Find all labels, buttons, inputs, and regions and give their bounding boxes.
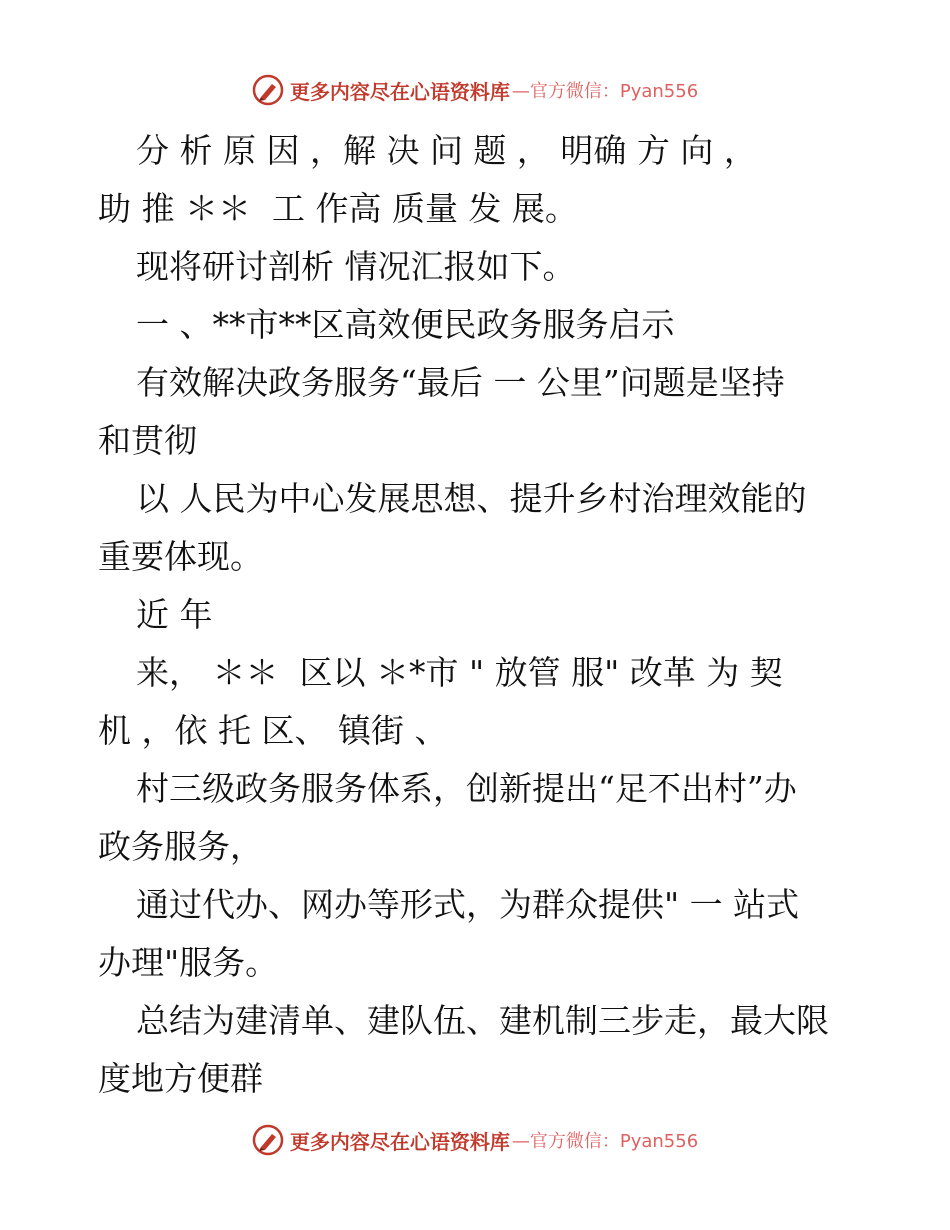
banner-wechat: —官方微信：Pyan556 [511,81,699,102]
body-line: 助 推 ＊＊ 工 作高 质量 发 展。 [98,189,578,228]
body-line: 来， ＊＊ 区以 ＊*市 " 放管 服" 改革 为 契 [136,653,783,692]
document-body [98,122,858,1108]
section-heading: 一 、**市**区高效便民政务服务启示 [136,305,675,344]
body-line: 有效解决政务服务“最后 一 公里”问题是坚持 [136,363,785,402]
pen-logo-icon [252,1124,284,1156]
body-line: 政务服务， [98,827,263,866]
footer-banner [0,1120,950,1160]
body-line: 分 析 原 因 ，解 决 问 题 ， 明确 方 向 ， [136,131,757,170]
body-line: 和贯彻 [98,421,197,460]
body-line: 总结为建清单、建队伍、建机制三步走，最大限 [136,1001,829,1040]
body-line: 近 年 [136,595,213,634]
body-line: 办理"服务。 [98,943,279,982]
banner-title: 更多内容尽在心语资料库 [289,1129,510,1154]
body-line: 机 ，依 托 区、 镇街 、 [98,711,448,750]
body-line: 度地方便群 [98,1059,263,1098]
body-line: 重要体现。 [98,537,263,576]
banner-wechat: —官方微信：Pyan556 [511,1131,699,1152]
body-line: 以 人民为中心发展思想、提升乡村治理效能的 [136,479,807,518]
body-line: 通过代办、网办等形式，为群众提供" 一 站式 [136,885,800,924]
body-line: 村三级政务服务体系，创新提出“足不出村”办 [136,769,797,808]
banner-title: 更多内容尽在心语资料库 [289,79,510,104]
body-line: 现将研讨剖析 情况汇报如下。 [136,247,576,286]
pen-logo-icon [252,74,284,106]
header-banner [0,70,950,110]
